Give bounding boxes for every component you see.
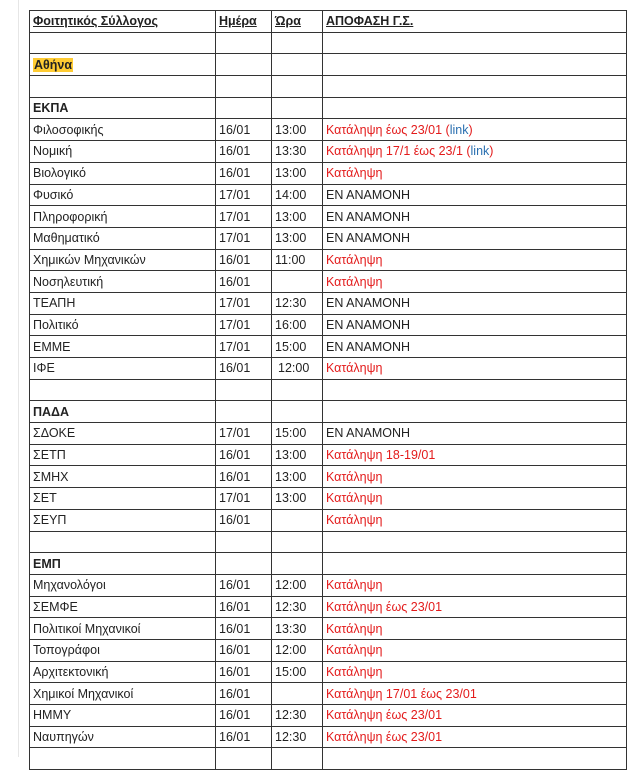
decision-cell [323, 271, 627, 293]
city-label: Αθήνα [34, 57, 73, 72]
time-cell: 12:30 [272, 596, 323, 618]
decision-cell [323, 488, 627, 510]
decision-text: Κατάληψη [326, 491, 383, 506]
time-cell: 13:00 [272, 227, 323, 249]
table-row [30, 661, 627, 683]
table-row [30, 271, 627, 293]
decision-text: Κατάληψη έως 23/01 [326, 730, 443, 745]
table-row [30, 574, 627, 596]
decision-cell [323, 509, 627, 531]
decision-cell [323, 423, 627, 445]
union-cell: Χημικών Μηχανικών [30, 249, 216, 271]
table-row [30, 358, 627, 380]
table-row [30, 423, 627, 445]
decision-text: Κατάληψη [326, 578, 383, 593]
decision-text: Κατάληψη έως 23/01 [326, 599, 443, 614]
table-row [30, 292, 627, 314]
day-cell: 16/01 [216, 271, 272, 293]
day-cell: 17/01 [216, 184, 272, 206]
group-row-pada [30, 401, 627, 423]
time-cell: 13:00 [272, 466, 323, 488]
table-row [30, 683, 627, 705]
decision-text: Κατάληψη [326, 621, 383, 636]
time-cell [272, 509, 323, 531]
day-cell: 16/01 [216, 509, 272, 531]
decision-text: ΕΝ ΑΝΑΜΟΝΗ [326, 231, 411, 246]
union-cell: Βιολογικό [30, 162, 216, 184]
time-cell: 13:00 [272, 206, 323, 228]
table-row [30, 618, 627, 640]
city-row [30, 54, 627, 76]
group-row-emp [30, 553, 627, 575]
decision-cell [323, 336, 627, 358]
day-cell: 16/01 [216, 683, 272, 705]
table-row [30, 466, 627, 488]
time-cell: 13:30 [272, 618, 323, 640]
day-cell: 17/01 [216, 206, 272, 228]
decision-cell [323, 206, 627, 228]
decision-text: Κατάληψη [326, 166, 383, 181]
table-row [30, 227, 627, 249]
time-cell: 13:00 [272, 162, 323, 184]
time-cell [272, 683, 323, 705]
day-cell: 17/01 [216, 292, 272, 314]
spacer-row [30, 32, 627, 54]
decision-cell [323, 141, 627, 163]
union-cell: Αρχιτεκτονική [30, 661, 216, 683]
union-cell: ΣΕΜΦΕ [30, 596, 216, 618]
spacer-row [30, 76, 627, 98]
day-cell: 16/01 [216, 574, 272, 596]
time-cell: 16:00 [272, 314, 323, 336]
decision-cell [323, 314, 627, 336]
day-cell: 17/01 [216, 488, 272, 510]
decision-cell [323, 249, 627, 271]
time-cell: 11:00 [272, 249, 323, 271]
decision-cell [323, 444, 627, 466]
time-cell: 15:00 [272, 423, 323, 445]
union-cell: ΙΦΕ [30, 358, 216, 380]
union-cell: Ναυπηγών [30, 726, 216, 748]
union-cell: ΣΕΥΠ [30, 509, 216, 531]
decision-cell [323, 683, 627, 705]
decision-text: Κατάληψη [326, 274, 383, 289]
table-row [30, 206, 627, 228]
decision-text: ΕΝ ΑΝΑΜΟΝΗ [326, 296, 411, 311]
header-row [30, 11, 627, 33]
union-cell: Πληροφορική [30, 206, 216, 228]
time-cell [272, 271, 323, 293]
time-cell: 12:30 [272, 726, 323, 748]
header-time: Ώρα [272, 11, 323, 33]
union-cell: ΗΜΜΥ [30, 705, 216, 727]
decision-cell [323, 227, 627, 249]
decision-text: Κατάληψη [326, 643, 383, 658]
time-cell: 12:30 [272, 705, 323, 727]
decision-text: ΕΝ ΑΝΑΜΟΝΗ [326, 209, 411, 224]
table-row [30, 336, 627, 358]
table-row [30, 141, 627, 163]
time-cell: 13:00 [272, 119, 323, 141]
union-cell: Φυσικό [30, 184, 216, 206]
decision-text: ΕΝ ΑΝΑΜΟΝΗ [326, 426, 411, 441]
day-cell: 16/01 [216, 358, 272, 380]
spacer-row [30, 531, 627, 553]
union-cell: ΕΜΜΕ [30, 336, 216, 358]
table-row [30, 726, 627, 748]
table-row [30, 639, 627, 661]
decision-cell [323, 726, 627, 748]
union-cell: Τοπογράφοι [30, 639, 216, 661]
day-cell: 16/01 [216, 639, 272, 661]
spacer-row [30, 748, 627, 770]
decision-text: Κατάληψη έως 23/01 [326, 708, 443, 723]
time-cell: 13:00 [272, 444, 323, 466]
day-cell: 16/01 [216, 705, 272, 727]
day-cell: 17/01 [216, 227, 272, 249]
time-cell: 12:00 [272, 574, 323, 596]
table-row [30, 705, 627, 727]
union-cell: Μηχανολόγοι [30, 574, 216, 596]
time-cell: 15:00 [272, 336, 323, 358]
spacer-row [30, 379, 627, 401]
decision-text: ΕΝ ΑΝΑΜΟΝΗ [326, 317, 411, 332]
day-cell: 16/01 [216, 162, 272, 184]
day-cell: 16/01 [216, 141, 272, 163]
union-cell: Πολιτικοί Μηχανικοί [30, 618, 216, 640]
day-cell: 16/01 [216, 119, 272, 141]
union-cell: Νομική [30, 141, 216, 163]
decision-text: Κατάληψη 18-19/01 [326, 448, 436, 463]
source-link[interactable]: link [470, 144, 490, 159]
decision-text: ΕΝ ΑΝΑΜΟΝΗ [326, 339, 411, 354]
group-row-ekpa [30, 97, 627, 119]
decision-text: Κατάληψη έως 23/01 ( [326, 122, 450, 137]
day-cell: 17/01 [216, 336, 272, 358]
link-paren: ) [468, 122, 473, 137]
union-cell: ΣΔΟΚΕ [30, 423, 216, 445]
union-cell: ΣΕΤ [30, 488, 216, 510]
union-cell: Μαθηματικό [30, 227, 216, 249]
day-cell: 16/01 [216, 618, 272, 640]
table-body [30, 11, 627, 770]
decision-text: Κατάληψη 17/01 έως 23/01 [326, 686, 477, 701]
table-row [30, 488, 627, 510]
decision-cell [323, 639, 627, 661]
decision-cell [323, 705, 627, 727]
link-paren: ) [489, 144, 494, 159]
day-cell: 16/01 [216, 596, 272, 618]
page-shadow [18, 0, 19, 757]
time-cell: 13:00 [272, 488, 323, 510]
union-cell: ΤΕΑΠΗ [30, 292, 216, 314]
time-cell: 15:00 [272, 661, 323, 683]
day-cell: 16/01 [216, 726, 272, 748]
union-cell: Νοσηλευτική [30, 271, 216, 293]
decision-cell [323, 292, 627, 314]
group-label-pada: ΠΑΔΑ [30, 401, 216, 423]
decision-cell [323, 574, 627, 596]
table-row [30, 444, 627, 466]
decision-text: Κατάληψη [326, 361, 383, 376]
day-cell: 16/01 [216, 444, 272, 466]
group-label-emp: ΕΜΠ [30, 553, 216, 575]
decision-cell [323, 162, 627, 184]
time-cell: 13:30 [272, 141, 323, 163]
union-cell: Φιλοσοφικής [30, 119, 216, 141]
decision-cell [323, 618, 627, 640]
decision-text: Κατάληψη [326, 513, 383, 528]
group-label-ekpa: ΕΚΠΑ [30, 97, 216, 119]
assemblies-table [29, 10, 627, 770]
source-link[interactable]: link [449, 122, 469, 137]
day-cell: 17/01 [216, 423, 272, 445]
union-cell: ΣΜΗΧ [30, 466, 216, 488]
decision-text: Κατάληψη 17/1 έως 23/1 ( [326, 144, 471, 159]
day-cell: 17/01 [216, 314, 272, 336]
union-cell: Πολιτικό [30, 314, 216, 336]
time-cell: 12:30 [272, 292, 323, 314]
union-cell: ΣΕΤΠ [30, 444, 216, 466]
table-row [30, 162, 627, 184]
time-cell: 14:00 [272, 184, 323, 206]
time-cell: 12:00 [272, 358, 323, 380]
decision-cell [323, 358, 627, 380]
table-row [30, 509, 627, 531]
table-row [30, 249, 627, 271]
decision-text: Κατάληψη [326, 664, 383, 679]
decision-cell [323, 596, 627, 618]
decision-cell [323, 661, 627, 683]
header-day: Ημέρα [216, 11, 272, 33]
decision-cell [323, 184, 627, 206]
decision-text: ΕΝ ΑΝΑΜΟΝΗ [326, 187, 411, 202]
day-cell: 16/01 [216, 661, 272, 683]
day-cell: 16/01 [216, 249, 272, 271]
day-cell: 16/01 [216, 466, 272, 488]
table-row [30, 314, 627, 336]
table-row [30, 184, 627, 206]
header-decision: ΑΠΟΦΑΣΗ Γ.Σ. [323, 11, 627, 33]
header-union: Φοιτητικός Σύλλογος [30, 11, 216, 33]
table-row [30, 596, 627, 618]
decision-cell [323, 119, 627, 141]
decision-text: Κατάληψη [326, 469, 383, 484]
decision-cell [323, 466, 627, 488]
table-row [30, 119, 627, 141]
union-cell: Χημικοί Μηχανικοί [30, 683, 216, 705]
decision-text: Κατάληψη [326, 252, 383, 267]
time-cell: 12:00 [272, 639, 323, 661]
